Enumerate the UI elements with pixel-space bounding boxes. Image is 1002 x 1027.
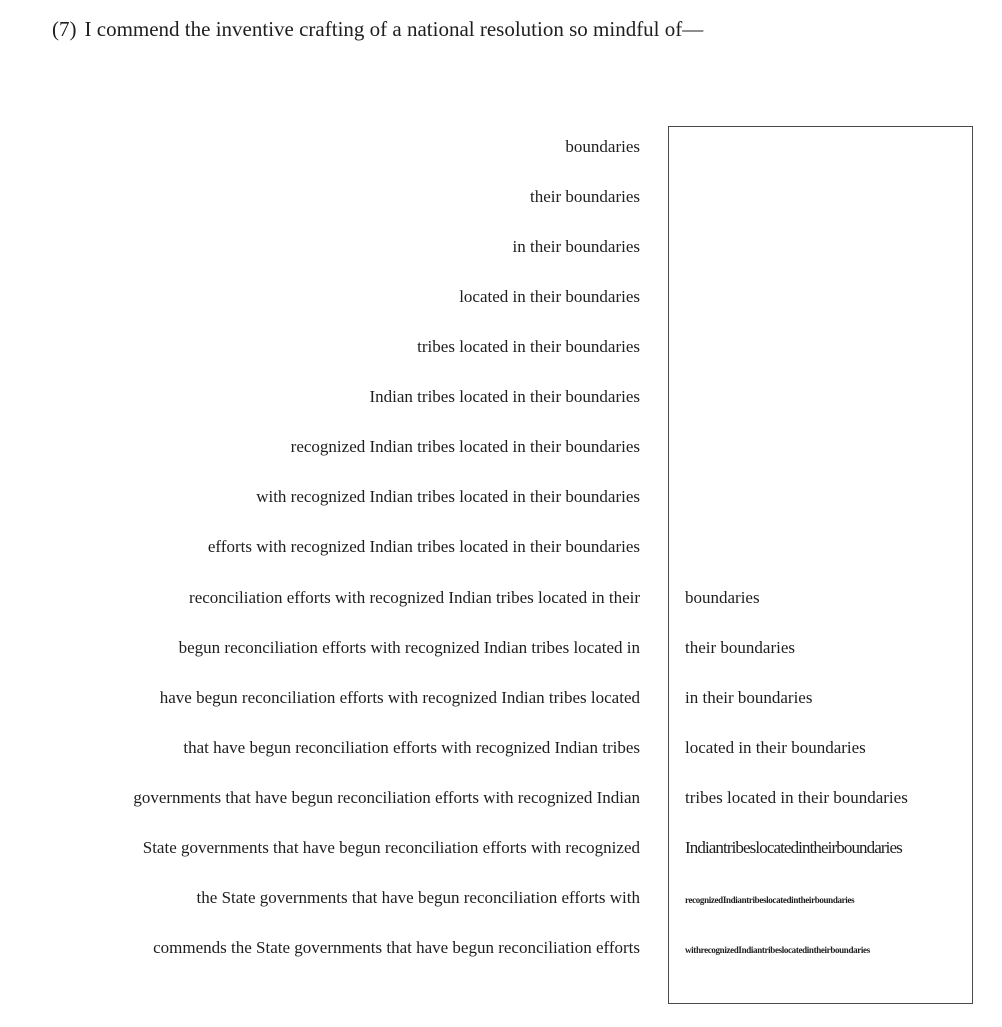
left-line: their boundaries: [530, 187, 640, 206]
left-line: the State governments that have begun reconciliation efforts with: [196, 888, 640, 907]
left-line: that have begun reconciliation efforts with recognized Indian tribes: [183, 738, 640, 757]
left-line: commends the State governments that have begun reconciliation efforts: [153, 938, 640, 957]
right-line: in their boundaries: [685, 688, 813, 707]
left-line: tribes located in their boundaries: [417, 337, 640, 356]
right-line: Indiantribeslocatedintheirboundaries: [685, 838, 902, 857]
right-line: tribes located in their boundaries: [685, 788, 908, 807]
paragraph-heading: [52, 14, 703, 44]
left-line: with recognized Indian tribes located in their boundaries: [256, 487, 640, 506]
right-line: boundaries: [685, 588, 760, 607]
left-line: governments that have begun reconciliation efforts with recognized Indian: [133, 788, 640, 807]
right-line: withrecognizedIndiantribeslocatedintheirboundaries: [685, 945, 870, 955]
left-line: State governments that have begun reconciliation efforts with recognized: [142, 838, 640, 857]
right-text-frame: [668, 126, 973, 1004]
left-line: in their boundaries: [512, 237, 640, 256]
left-line: efforts with recognized Indian tribes located in their boundaries: [207, 537, 640, 556]
left-line: reconciliation efforts with recognized Indian tribes located in their: [189, 588, 640, 607]
right-line: located in their boundaries: [685, 738, 866, 757]
left-line: located in their boundaries: [459, 287, 640, 306]
left-line: begun reconciliation efforts with recognized Indian tribes located in: [178, 638, 640, 657]
right-line: their boundaries: [685, 638, 795, 657]
paragraph-heading-text: I commend the inventive crafting of a national resolution so mindful of—: [84, 17, 704, 41]
left-line: recognized Indian tribes located in their boundaries: [290, 437, 640, 456]
left-line: boundaries: [565, 137, 640, 156]
paragraph-number: (7): [52, 17, 77, 41]
left-line: have begun reconciliation efforts with recognized Indian tribes located: [159, 688, 640, 707]
left-line: Indian tribes located in their boundaries: [369, 387, 640, 406]
right-line: recognizedIndiantribeslocatedintheirboundaries: [685, 895, 855, 905]
